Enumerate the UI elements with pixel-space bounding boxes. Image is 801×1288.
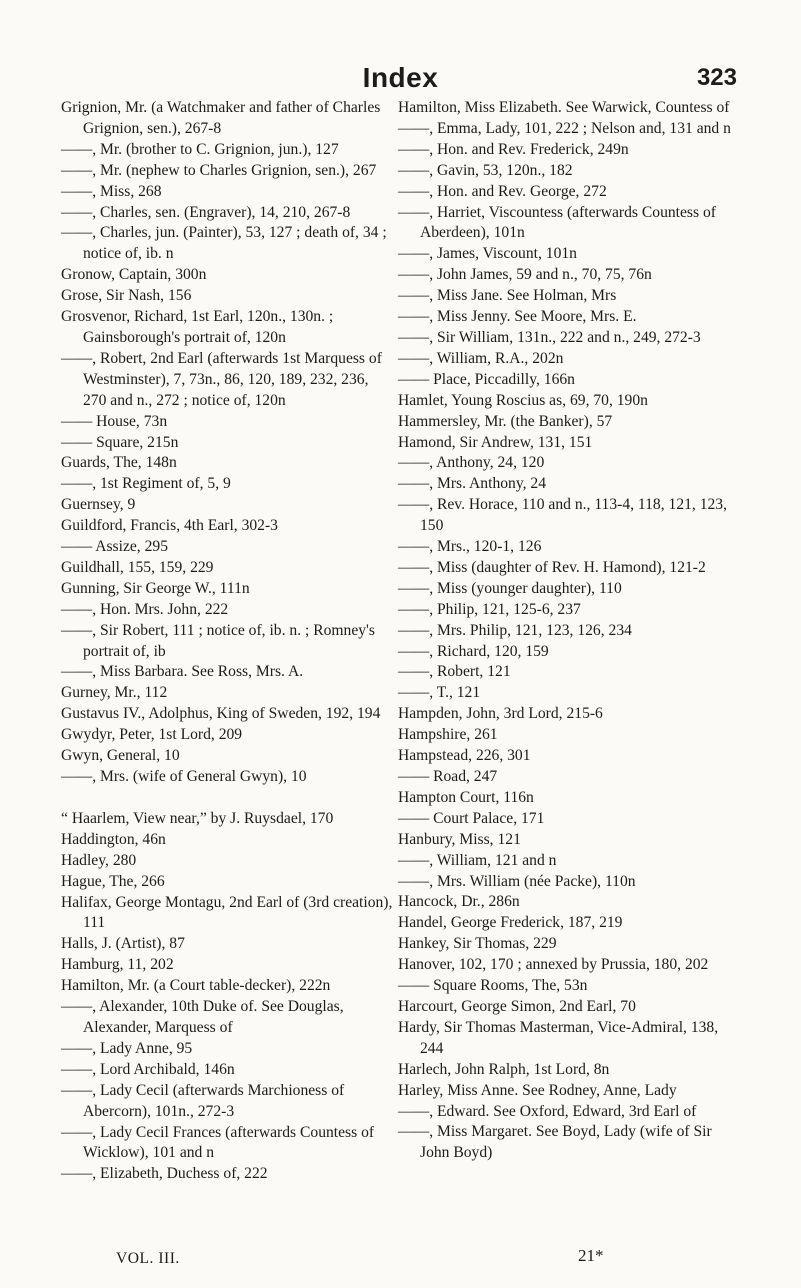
index-entry: ——, William, 121 and n xyxy=(398,851,557,869)
index-entry: ——, Miss Jane. See Holman, Mrs xyxy=(398,287,617,305)
index-entry: Guards, The, 148n xyxy=(61,454,177,472)
index-entry: ——, Mr. (brother to C. Grignion, jun.), 127 xyxy=(61,140,339,158)
index-entry: ——, Harriet, Viscountess (afterwards Countess of Aberdeen), 101n xyxy=(398,203,716,242)
index-entry: Grosvenor, Richard, 1st Earl, 120n., 130n. ; Gainsborough's portrait of, 120n xyxy=(61,308,334,346)
index-entry: —— House, 73n xyxy=(61,412,168,430)
index-entry: Guildhall, 155, 159, 229 xyxy=(61,558,214,576)
index-entry: —— Square, 215n xyxy=(61,433,179,451)
index-entry: Hampstead, 226, 301 xyxy=(398,747,531,765)
index-entry: ——, Gavin, 53, 120n., 182 xyxy=(398,161,573,179)
index-entry: ——, Mrs., 120-1, 126 xyxy=(398,538,542,556)
index-entry: ——, Charles, sen. (Engraver), 14, 210, 267-8 xyxy=(61,203,351,221)
index-entry: ——, Sir William, 131n., 222 and n., 249, 272-3 xyxy=(398,328,701,346)
index-entry: ——, Miss (younger daughter), 110 xyxy=(398,579,622,597)
signature-mark: 21* xyxy=(578,1246,604,1265)
index-entry: Hammersley, Mr. (the Banker), 57 xyxy=(398,412,613,430)
index-entry: Hampden, John, 3rd Lord, 215-6 xyxy=(398,705,603,723)
index-entry: ——, Hon. and Rev. Frederick, 249n xyxy=(398,140,629,158)
index-entry: ——, Robert, 121 xyxy=(398,663,511,681)
index-entry: ——, Mrs. Anthony, 24 xyxy=(398,475,547,493)
index-entry: ——, Miss, 268 xyxy=(61,182,162,200)
index-entry: ——, Lady Anne, 95 xyxy=(61,1039,193,1057)
index-entry: ——, Mrs. (wife of General Gwyn), 10 xyxy=(61,768,307,785)
index-entry: Gustavus IV., Adolphus, King of Sweden, 192, 194 xyxy=(61,705,381,723)
index-entry: ——, Hon. and Rev. George, 272 xyxy=(398,182,607,200)
index-column-right xyxy=(398,98,734,1164)
index-entry: ——, Mr. (nephew to Charles Grignion, sen.), 267 xyxy=(61,161,377,179)
index-entry: ——, James, Viscount, 101n xyxy=(398,245,577,263)
index-entry: Hamburg, 11, 202 xyxy=(61,956,174,974)
index-entry: ——, Miss Jenny. See Moore, Mrs. E. xyxy=(398,308,637,326)
index-entry: Gronow, Captain, 300n xyxy=(61,266,207,284)
index-entry: Guildford, Francis, 4th Earl, 302-3 xyxy=(61,517,278,535)
index-entry: Hamilton, Miss Elizabeth. See Warwick, Countess of xyxy=(398,99,730,116)
index-entry: —— Court Palace, 171 xyxy=(398,809,545,827)
index-entry: ——, Robert, 2nd Earl (afterwards 1st Marquess of Westminster), 7, 73n., 86, 120, 189, 232, 236, 270 and n., 272 ; notice of, 120n xyxy=(61,349,382,409)
index-entry: —— Square Rooms, The, 53n xyxy=(398,977,588,995)
page-header xyxy=(0,62,801,98)
index-entry: ——, Sir Robert, 111 ; notice of, ib. n. ; Romney's portrait of, ib xyxy=(61,621,375,660)
index-entry: Grose, Sir Nash, 156 xyxy=(61,287,192,305)
index-entry: Hardy, Sir Thomas Masterman, Vice-Admiral, 138, 244 xyxy=(398,1018,719,1057)
index-entry: Harley, Miss Anne. See Rodney, Anne, Lady xyxy=(398,1081,677,1099)
index-entry: ——, T., 121 xyxy=(398,684,481,702)
index-entry: ——, Lord Archibald, 146n xyxy=(61,1060,235,1078)
index-entry: Hague, The, 266 xyxy=(61,872,165,890)
index-entry: ——, Richard, 120, 159 xyxy=(398,642,549,660)
page-title: Index xyxy=(362,62,439,93)
index-entry: “ Haarlem, View near,” by J. Ruysdael, 170 xyxy=(61,809,334,827)
volume-label: VOL. III. xyxy=(116,1250,180,1267)
index-entry: Hampshire, 261 xyxy=(398,726,498,744)
index-entry: Hadley, 280 xyxy=(61,851,137,869)
index-entry: —— Road, 247 xyxy=(398,768,498,785)
index-entry: Haddington, 46n xyxy=(61,830,166,848)
index-entry: Hanover, 102, 170 ; annexed by Prussia, 180, 202 xyxy=(398,956,709,974)
index-column-left xyxy=(61,98,395,1185)
index-entry: ——, Rev. Horace, 110 and n., 113-4, 118, 121, 123, 150 xyxy=(398,496,727,535)
index-entry: Hanbury, Miss, 121 xyxy=(398,830,521,848)
index-entry: ——, Mrs. Philip, 121, 123, 126, 234 xyxy=(398,621,632,639)
index-entry: ——, Emma, Lady, 101, 222 ; Nelson and, 131 and n xyxy=(398,119,731,137)
index-entry: ——, Miss Barbara. See Ross, Mrs. A. xyxy=(61,663,304,681)
index-entry: —— Place, Piccadilly, 166n xyxy=(398,370,575,388)
index-entry: ——, Alexander, 10th Duke of. See Douglas, Alexander, Marquess of xyxy=(61,998,344,1036)
index-entry: Guernsey, 9 xyxy=(61,496,136,514)
index-entry: ——, William, R.A., 202n xyxy=(398,349,564,367)
index-entry: Halifax, George Montagu, 2nd Earl of (3rd creation), 111 xyxy=(61,893,393,932)
index-entry: ——, 1st Regiment of, 5, 9 xyxy=(61,475,231,493)
index-entry: Hampton Court, 116n xyxy=(398,788,534,806)
index-entry: Hamond, Sir Andrew, 131, 151 xyxy=(398,433,593,451)
index-entry: ——, Miss (daughter of Rev. H. Hamond), 121-2 xyxy=(398,558,706,576)
index-entry: ——, Anthony, 24, 120 xyxy=(398,454,545,472)
index-entry: Gwyn, General, 10 xyxy=(61,747,180,765)
page-number: 323 xyxy=(696,64,737,91)
index-entry: ——, Lady Cecil (afterwards Marchioness of Abercorn), 101n., 272-3 xyxy=(61,1081,345,1120)
index-entry: Gunning, Sir George W., 111n xyxy=(61,579,250,597)
index-entry: ——, Hon. Mrs. John, 222 xyxy=(61,600,229,618)
index-entry: ——, Philip, 121, 125-6, 237 xyxy=(398,600,581,618)
index-entry: ——, John James, 59 and n., 70, 75, 76n xyxy=(398,266,652,284)
index-entry: ——, Elizabeth, Duchess of, 222 xyxy=(61,1165,268,1183)
index-entry: Hancock, Dr., 286n xyxy=(398,893,520,911)
index-entry: ——, Edward. See Oxford, Edward, 3rd Earl of xyxy=(398,1102,697,1120)
index-entry: Gurney, Mr., 112 xyxy=(61,684,168,702)
index-entry: Hankey, Sir Thomas, 229 xyxy=(398,935,557,953)
index-entry: Harlech, John Ralph, 1st Lord, 8n xyxy=(398,1060,610,1078)
index-entry: Harcourt, George Simon, 2nd Earl, 70 xyxy=(398,997,636,1015)
index-entry: Halls, J. (Artist), 87 xyxy=(61,935,185,953)
index-entry: Gwydyr, Peter, 1st Lord, 209 xyxy=(61,726,243,744)
index-entry: ——, Miss Margaret. See Boyd, Lady (wife of Sir John Boyd) xyxy=(398,1123,712,1162)
index-entry: ——, Mrs. William (née Packe), 110n xyxy=(398,872,636,890)
index-entry: —— Assize, 295 xyxy=(61,538,168,556)
index-entry: Handel, George Frederick, 187, 219 xyxy=(398,914,623,932)
index-entry: ——, Lady Cecil Frances (afterwards Countess of Wicklow), 101 and n xyxy=(61,1123,375,1162)
index-entry: Hamlet, Young Roscius as, 69, 70, 190n xyxy=(398,391,648,409)
index-entry: Grignion, Mr. (a Watchmaker and father of Charles Grignion, sen.), 267-8 xyxy=(61,99,381,137)
index-entry: Hamilton, Mr. (a Court table-decker), 222n xyxy=(61,977,331,995)
index-entry: ——, Charles, jun. (Painter), 53, 127 ; death of, 34 ; notice of, ib. n xyxy=(61,224,387,263)
